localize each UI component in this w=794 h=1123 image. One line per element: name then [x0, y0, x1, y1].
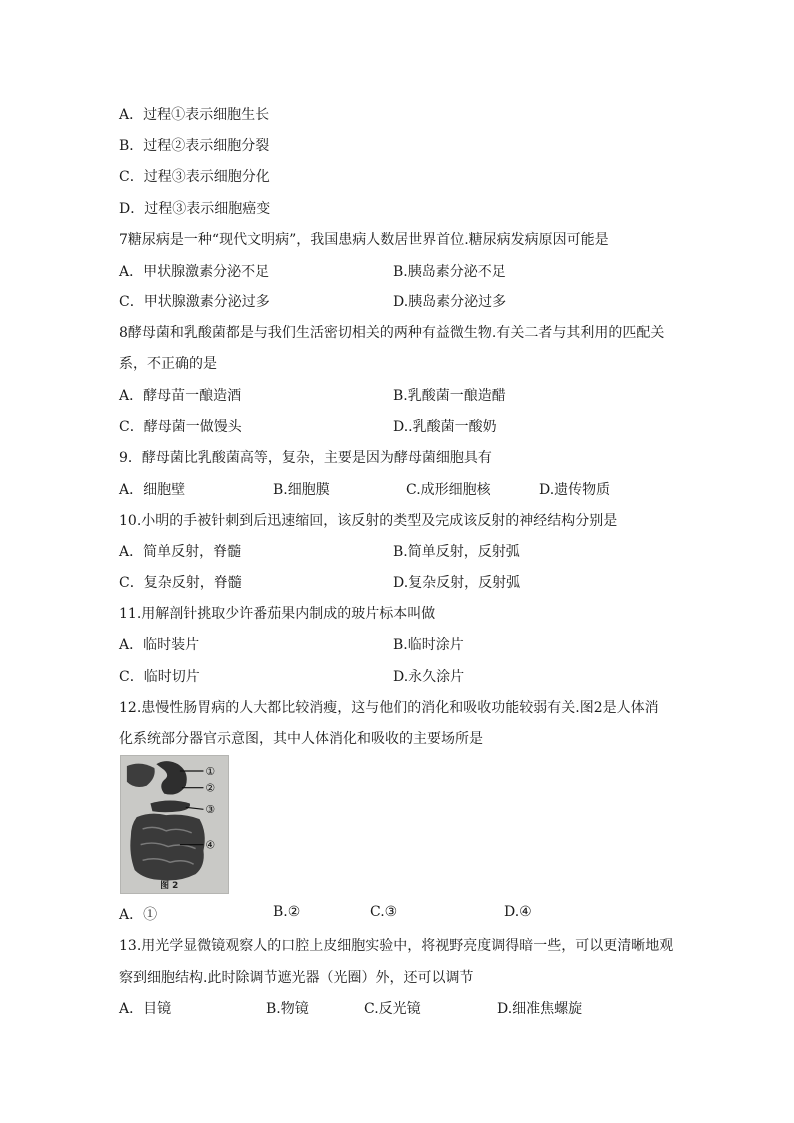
q7-option-c: C．甲状腺激素分泌过多	[119, 294, 270, 310]
q11-option-d: D.永久涂片	[393, 669, 465, 685]
q10-stem: 10.小明的手被针刺到后迅速缩回，该反射的类型及完成该反射的神经结构分别是	[119, 513, 618, 529]
q11-option-b: B.临时涂片	[393, 637, 464, 653]
liver-shape	[127, 764, 155, 787]
figure-marker-2: ②	[205, 781, 216, 795]
q10-option-c: C．复杂反射，脊髓	[119, 575, 242, 591]
q10-option-a: A．简单反射，脊髓	[119, 544, 242, 560]
pancreas-shape	[150, 800, 190, 812]
q12-option-a: A．①	[119, 907, 158, 923]
stomach-shape	[156, 761, 186, 794]
q6-option-d: D．过程③表示细胞癌变	[119, 201, 271, 217]
q7-option-b: B.胰岛素分泌不足	[393, 264, 506, 280]
q12-option-d: D.④	[504, 904, 532, 920]
q6-option-c: C．过程③表示细胞分化	[119, 169, 270, 185]
q8-stem-line2: 系，不正确的是	[119, 356, 217, 372]
q6-option-a: A．过程①表示细胞生长	[119, 107, 270, 123]
q13-option-d: D.细准焦螺旋	[497, 1001, 583, 1017]
q11-option-a: A．临时装片	[119, 637, 200, 653]
q13-option-c: C.反光镜	[364, 1001, 421, 1017]
q8-option-d: D..乳酸菌一酸奶	[393, 419, 497, 435]
q9-option-a: A．细胞壁	[119, 482, 186, 498]
q8-option-c: C．酵母菌一做馒头	[119, 419, 242, 435]
q13-option-b: B.物镜	[266, 1001, 309, 1017]
q9-stem: 9．酵母菌比乳酸菌高等，复杂，主要是因为酵母菌细胞具有	[119, 450, 492, 466]
q9-option-b: B.细胞膜	[273, 482, 330, 498]
q8-option-b: B.乳酸菌一酿造醋	[393, 388, 506, 404]
q12-option-b: B.②	[273, 904, 301, 920]
digestive-system-figure	[120, 755, 229, 894]
q11-stem: 11.用解剖针挑取少许番茄果内制成的玻片标本叫做	[119, 606, 436, 622]
q12-option-c: C.③	[370, 904, 398, 920]
q9-option-d: D.遗传物质	[539, 482, 611, 498]
figure-marker-3: ③	[205, 803, 216, 817]
q7-stem: 7糖尿病是一种“现代文明病”，我国患病人数居世界首位.糖尿病发病原因可能是	[119, 232, 609, 248]
q10-option-b: B.简单反射，反射弧	[393, 544, 520, 560]
q7-option-d: D.胰岛素分泌过多	[393, 294, 507, 310]
q8-stem-line1: 8酵母菌和乳酸菌都是与我们生活密切相关的两种有益微生物.有关二者与其利用的匹配关	[119, 325, 665, 341]
q12-stem-line2: 化系统部分器官示意图，其中人体消化和吸收的主要场所是	[119, 731, 483, 747]
q8-option-a: A．酵母苗一酿造酒	[119, 388, 242, 404]
q9-option-c: C.成形细胞核	[406, 482, 491, 498]
q6-option-b: B．过程②表示细胞分裂	[119, 138, 270, 154]
figure-marker-4: ④	[205, 838, 216, 852]
q13-stem-line2: 察到细胞结构.此时除调节遮光器（光圈）外，还可以调节	[119, 970, 474, 986]
figure-caption: 图 2	[160, 880, 179, 891]
marker-line-3	[186, 807, 204, 809]
q7-option-a: A．甲状腺激素分泌不足	[119, 264, 270, 280]
q11-option-c: C．临时切片	[119, 669, 200, 685]
q10-option-d: D.复杂反射，反射弧	[393, 575, 521, 591]
q13-option-a: A．目镜	[119, 1001, 172, 1017]
q13-stem-line1: 13.用光学显微镜观察人的口腔上皮细胞实验中，将视野亮度调得暗一些，可以更清晰地观	[119, 938, 674, 954]
figure-marker-1: ①	[205, 764, 216, 778]
q12-stem-line1: 12.患慢性肠胃病的人大都比较消瘦，这与他们的消化和吸收功能较弱有关.图2是人体消	[119, 700, 659, 716]
